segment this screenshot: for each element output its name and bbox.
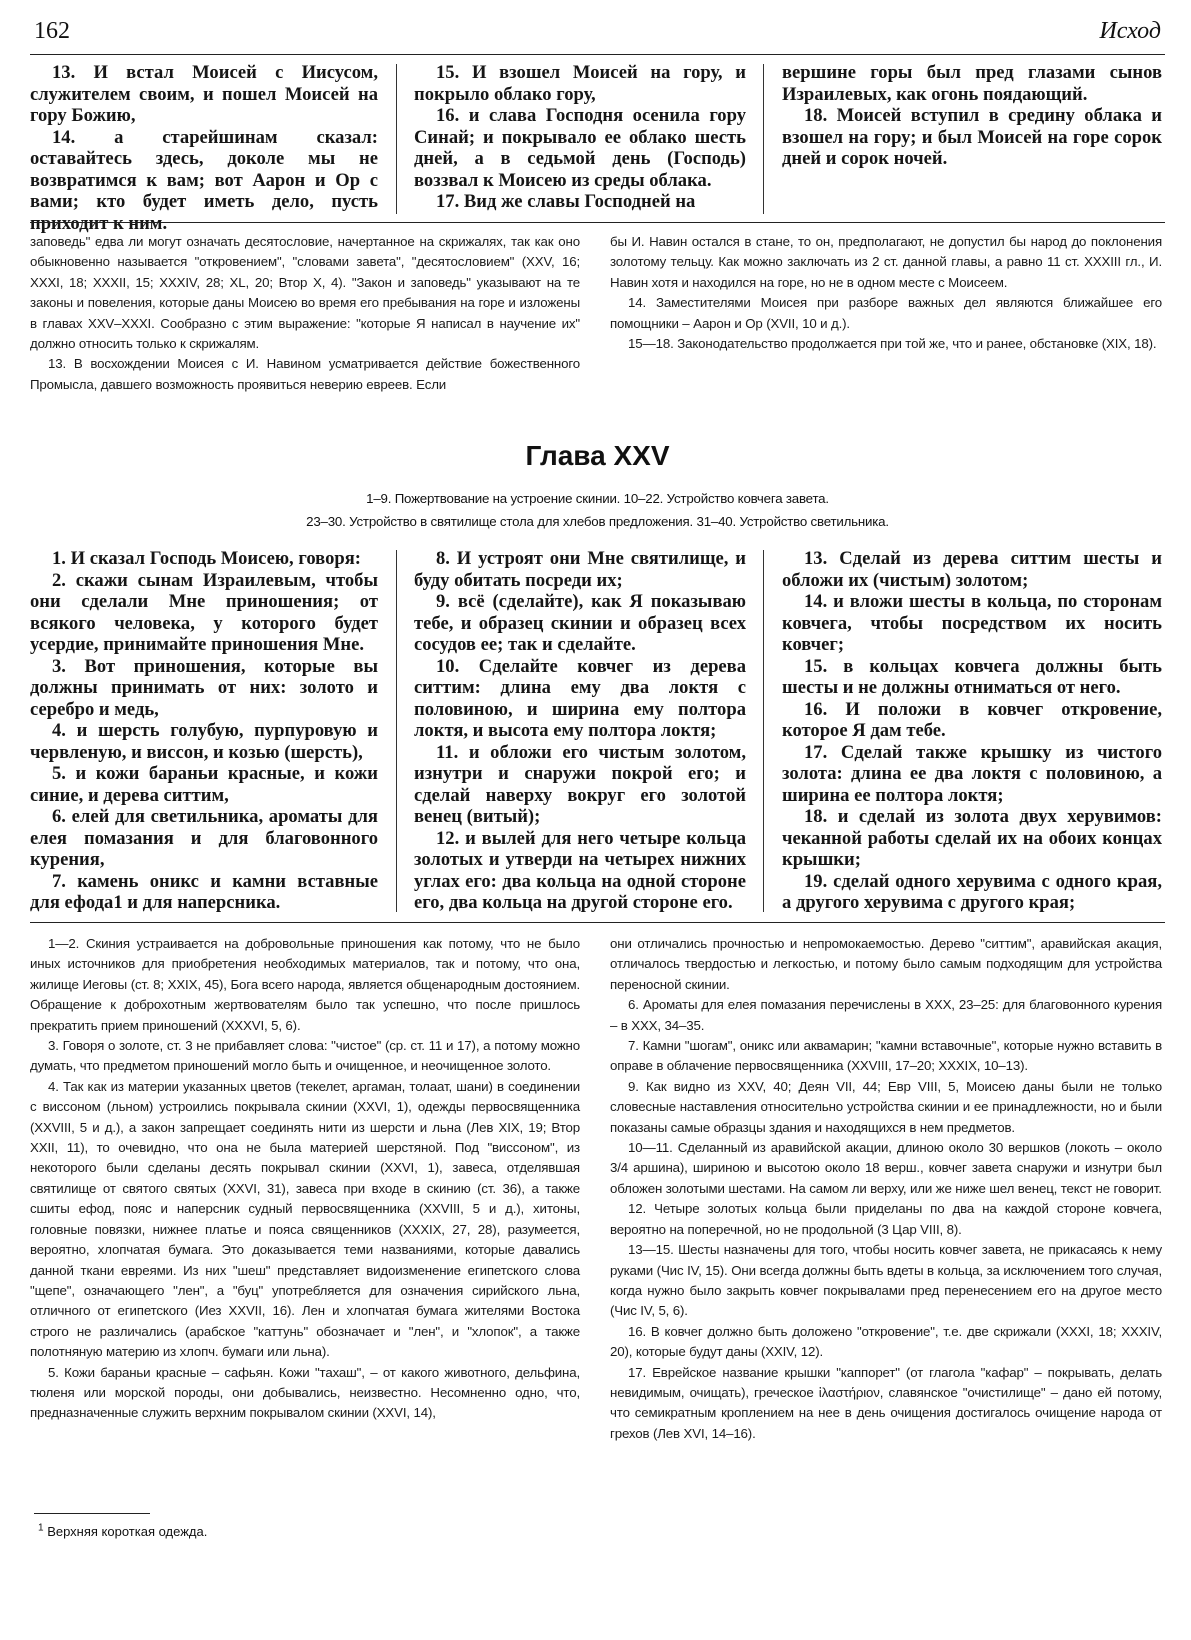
column-divider [396,550,397,912]
running-header [30,18,1165,54]
verse: 15. в кольцах ковчега должны быть шесты и не должны отниматься от него. [782,655,1162,698]
comment-paragraph: 14. Заместителями Моисея при разборе важных дел являются ближайшее его помощники – Аарон и Ор (XVII, 10 и д.). [610,295,1162,331]
verse: 18. Моисей вступил в средину облака и взошел на гору; и был Моисей на горе сорок дней и сорок ночей. [782,105,1162,169]
comment-paragraph: они отличались прочностью и непромокаемостью. Дерево "ситтим", аравийская акация, отличалось твердостью и легкостью, и потому было самым подходящим для устройства переносной скинии. [610,936,1162,992]
top-commentary-col-2 [610,232,1162,354]
bible-col-3 [782,548,1162,914]
verse: 4. и шерсть голубую, пурпуровую и червленую, и виссон, и козью (шерсть), [30,720,378,763]
footnote-rule [34,1513,150,1514]
comment-paragraph: 16. В ковчег должно быть доложено "откровение", т.е. две скрижали (XXXI, 18; XXXIV, 20), которые будут даны (XXIV, 12). [610,1323,1162,1360]
page-number: 162 [34,18,70,44]
verse: 13. Сделай из дерева ситтим шесты и обложи их (чистым) золотом; [782,548,1162,591]
top-bible-col-3 [782,62,1162,170]
column-divider [763,64,764,214]
verse: 11. и обложи его чистым золотом, изнутри и снаружи покрой его; и сделай наверху вокруг его золотой венец (витый); [414,741,746,827]
comment-paragraph: 9. Как видно из XXV, 40; Деян VII, 44; Евр VIII, 5, Моисею даны были не только словесные наставления относительно устройства скинии и ее принадлежности, но и были показаны самые образцы здания и находящихся в нем предметов. [610,1078,1162,1135]
verse-continued: вершине горы был пред глазами сынов Израилевых, как огонь поядающий. [782,62,1162,105]
header-rule [30,54,1165,55]
verse: 19. сделай одного херувима с одного края, а другого херувима с другого края; [782,870,1162,913]
verse: 16. И положи в ковчег откровение, которое Я дам тебе. [782,698,1162,741]
verse: 2. скажи сынам Израилевым, чтобы они сделали Мне приношения; от всякого человека, у которого будет усердие, принимайте приношения Мне. [30,569,378,655]
footnote-mark: 1 [38,1522,44,1534]
verse: 6. елей для светильника, ароматы для елея помазания и для благовонного курения, [30,806,378,870]
bible-col-1 [30,548,378,914]
verse: 3. Вот приношения, которые вы должны принимать от них: золото и серебро и медь, [30,655,378,720]
commentary-col-2 [610,934,1162,1444]
chapter-summary-line-1: 1–9. Пожертвование на устроение скинии. 10–22. Устройство ковчега завета. [366,491,829,506]
column-divider [396,64,397,214]
comment-paragraph: 15—18. Законодательство продолжается при той же, что и ранее, обстановке (XIX, 18). [628,336,1157,352]
top-commentary [30,232,1165,412]
comment-paragraph: бы И. Навин остался в стане, то он, предполагают, не допустил бы народ до поклонения золотому тельцу. Как можно заключать из 2 ст. данной главы, а равно 11 ст. XXXIII гл., И. Навин хотя и находился на горе, но не в одном месте с Моисеем. [610,234,1162,290]
top-bible-col-1 [30,62,378,234]
comment-paragraph: 5. Кожи бараньи красные – сафьян. Кожи "тахаш", – от какого животного, дельфина, тюленя или морской породы, они добывались, неизвестно. Несомненно одно, что, предназначенные служить верхним покрывалом скинии (XXVI, 14), [30,1364,580,1421]
commentary-col-1 [30,934,580,1424]
comment-paragraph: 1—2. Скиния устраивается на добровольные приношения как потому, что не было иных источников для приобретения необходимых материалов, так и потому, что она, жилище Иеговы (ст. 8; XXIX, 45), Бога всего народа, является общенародным достоянием. Обращение к доброхотным жертвователям было так успешно, что после пришлось прекратить прием приношений (XXXVI, 5, 6). [30,936,580,1033]
verse: 14. и вложи шесты в кольца, по сторонам ковчега, чтобы посредством их носить ковчег; [782,591,1162,655]
verse: 5. и кожи бараньи красные, и кожи синие, и дерева ситтим, [30,763,378,806]
comment-paragraph: 10—11. Сделанный из аравийской акации, длиною около 30 вершков (локоть – около 3/4 аршина), шириною и высотою около 18 верш., ковчег завета снаружи и изнутри был обложен золотыми шестами. На самом ли верху, или же ниже шел венец, текст не говорит. [610,1140,1162,1196]
verse: 18. и сделай из золота двух херувимов: чеканной работы сделай их на обоих концах крышки; [782,806,1162,870]
comment-paragraph: 17. Еврейское название крышки "каппорет" (от глагола "кафар" – покрывать, делать невидимым, очищать), греческое ἱλαστήριον, славянское "очистилище" – дано ей потому, что семикратным кроплением на нее в день очищения достигалось очищение народа от грехов (Лев XVI, 14–16). [610,1364,1162,1441]
verse: 7. камень оникс и камни вставные для ефода1 и для наперсника. [30,870,378,913]
verse: 13. И встал Моисей с Иисусом, служителем своим, и пошел Моисей на гору Божию, [30,62,378,126]
top-bible-col-2 [414,62,746,213]
chapter-title: Глава XXV [525,440,670,471]
book-title: Исход [1099,18,1161,44]
comment-paragraph: 3. Говоря о золоте, ст. 3 не прибавляет слова: "чистое" (ср. ст. 11 и 17), а потому можно думать, что предметом приношений могло быть и очищенное, и неочищенное золото. [30,1038,580,1074]
section-rule [30,222,1165,223]
chapter-summary-line-2: 23–30. Устройство в святилище стола для хлебов предложения. 31–40. Устройство светильника. [306,514,889,529]
comment-paragraph: заповедь" едва ли могут означать десятословие, начертанное на скрижалях, так как оно обыкновенно называется "откровением", "словами завета", "десятословием" (XXV, 16; XXXI, 18; XXXII, 15; XXXIV, 28; XL, 20; Втор X, 4). "Закон и заповедь" указывают на те законы и повеления, которые даны Моисею во время его пребывания на горе и изложены в главах XXV–XXXI. Сообразно с этим выражение: "которые Я написал в научение их" должно относить только к скрижалям. [30,234,581,352]
verse: 9. всё (сделайте), как Я показываю тебе, и образец скинии и образец всех сосудов ее; так и сделайте. [414,591,746,655]
verse: 12. и вылей для него четыре кольца золотых и утверди на четырех нижних углах его: два кольца на одной стороне его, два кольца на другой стороне его. [414,827,746,913]
comment-paragraph: 13—15. Шесты назначены для того, чтобы носить ковчег завета, не прикасаясь к нему руками (Чис IV, 15). Они всегда должны быть вдеты в кольца, за исключением того случая, когда нужно было закрыть ковчег покрывалами пред перенесением его на другое место (Чис IV, 5, 6). [610,1242,1162,1319]
comment-paragraph: 7. Камни "шогам", оникс или аквамарин; "камни вставочные", которые нужно вставить в оправе в облачение первосвященника (XXVIII, 17–20; XXXIX, 10–13). [610,1038,1162,1074]
section-rule [30,922,1165,923]
bible-col-2 [414,548,746,914]
comment-paragraph: 12. Четыре золотых кольца были приделаны по два на каждой стороне ковчега, вероятно на поперечной, но не продольной (3 Цар VIII, 8). [610,1201,1162,1237]
verse: 17. Сделай также крышку из чистого золота: длина ее два локтя с половиною, а ширина ее полтора локтя; [782,741,1162,806]
book-page [30,0,1165,1640]
footnote-text: Верхняя короткая одежда. [47,1524,208,1539]
verse: 10. Сделайте ковчег из дерева ситтим: длина ему два локтя с половиною, и ширина ему полтора локтя, и высота ему полтора локтя; [414,655,746,741]
top-commentary-col-1 [30,232,580,395]
column-divider [763,550,764,912]
verse: 15. И взошел Моисей на гору, и покрыло облако гору, [414,62,746,105]
commentary [30,934,1165,1499]
verse: 16. и слава Господня осенила гору Синай; и покрывало ее облако шесть дней, а в седьмой день (Господь) воззвал к Моисею из среды облака. [414,105,746,191]
bible-text [30,548,1165,918]
comment-paragraph: 13. В восхождении Моисея с И. Навином усматривается действие божественного Промысла, давшего возможность проявиться неверию евреев. Если [30,356,580,392]
verse: 17. Вид же славы Господней на [436,191,696,212]
top-bible-text [30,62,1165,234]
verse: 14. а старейшинам сказал: оставайтесь здесь, доколе мы не возвратимся к вам; вот Аарон и Ор с вами; кто будет иметь дело, пусть приходит к ним. [30,126,378,234]
verse: 1. И сказал Господь Моисею, говоря: [52,548,361,569]
comment-paragraph: 4. Так как из материи указанных цветов (текелет, аргаман, толаат, шани) в соединении с виссоном (льном) устроились покрывала скинии (XXVI, 1), одежды первосвященника (XXVIII, 5 и д.), а закон запрещает соединять нити из шерсти и льна (Лев XIX, 19; Втор XXII, 11), то очевидно, что она не была материей шерстяной. Под "виссоном", из некоторого были сделаны десять покрывал скинии (XXVI, 1), завеса, отделявшая святилище от святого святых (XXVI, 31), завеса при входе в скинию (ст. 36), а также сшиты ефод, пояс и наперсник судный первосвященника (XXVIII, 5 и д.), хитоны, головные повязки, нижнее платье и пояса священников (XXXIX, 27, 28), разумеется, вероятно, хлопчатая бумага. Это доказывается теми названиями, которые давались данной ткани евреями. Из них "шеш" представляет видоизменение египетского слова "щепе", означающего "лен", а "буц" употребляется для означения сирийского льна, отличного от египетского (Иез XXVII, 16). Лен и хлопчатая бумага жителями Востока строго не различались (арабское "каттунь" обозначает и "лен", и "хлопок", а также полотняную материю из хлопч. бумаги или льна). [30,1078,580,1360]
footnote [38,1524,207,1539]
comment-paragraph: 6. Ароматы для елея помазания перечислены в XXX, 23–25: для благовонного курения – в XXX, 34–35. [610,997,1162,1033]
verse: 8. И устроят они Мне святилище, и буду обитать посреди их; [414,548,746,591]
